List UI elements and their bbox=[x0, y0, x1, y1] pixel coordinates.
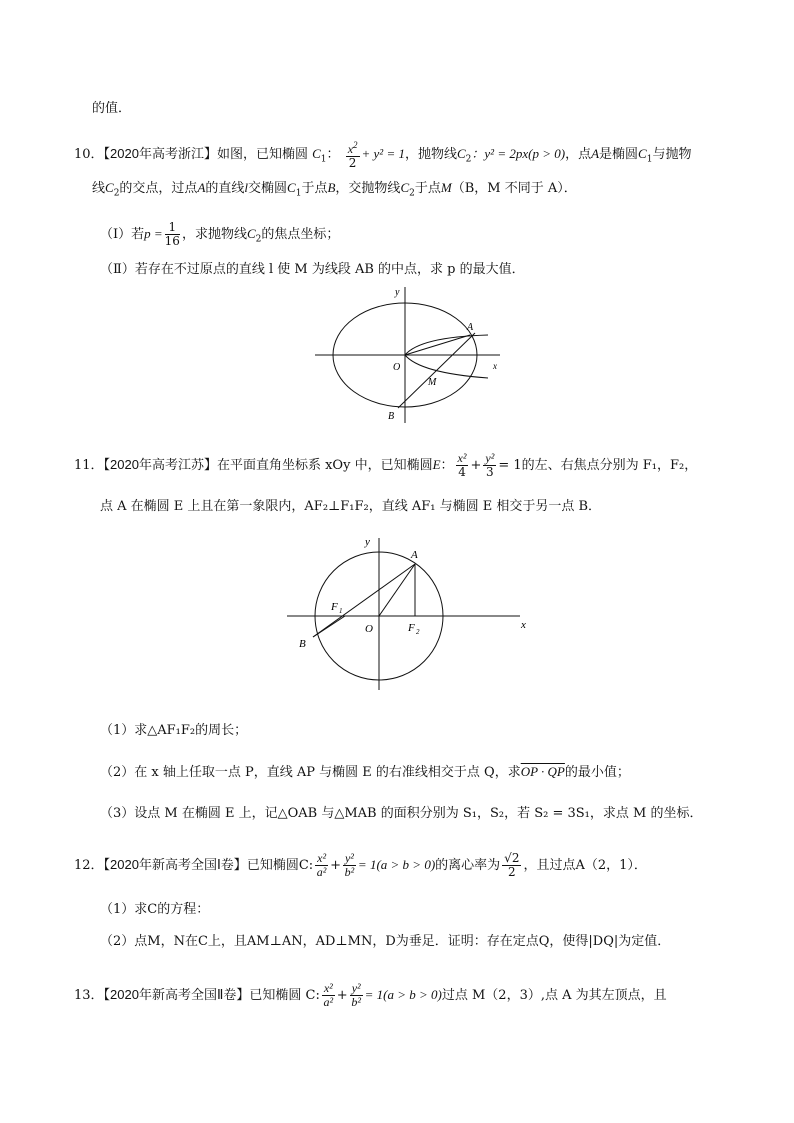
question-12-sub-2: （2）点M，N在C上，且AM⊥AN，AD⊥MN，D为垂足．证明：存在定点Q，使得|DQ|为定值． bbox=[100, 934, 671, 949]
question-number: 10． bbox=[74, 147, 104, 162]
question-10-part-1 bbox=[100, 221, 339, 250]
question-text: （2）在 x 轴上任取一点 P，直线 AP 与椭圆 E 的右准线相交于点 Q，求 bbox=[100, 765, 521, 780]
fraction-numerator: y² bbox=[485, 451, 495, 465]
fraction-denominator: 3 bbox=[486, 465, 494, 479]
question-11-sub-1: （1）求△AF₁F₂的周长； bbox=[100, 723, 248, 738]
question-11-line-1 bbox=[74, 452, 697, 479]
fraction bbox=[502, 852, 521, 879]
segment-BF1 bbox=[313, 616, 345, 637]
math-symbol: M bbox=[440, 180, 452, 195]
question-text: ，点 bbox=[565, 147, 592, 162]
math-symbol: C bbox=[312, 146, 321, 161]
segment-OA bbox=[379, 564, 415, 616]
fraction-numerator: y² bbox=[344, 851, 354, 865]
math-symbol: B bbox=[327, 180, 336, 195]
fraction-numerator: √2 bbox=[504, 851, 520, 865]
math-symbol: ： bbox=[326, 147, 340, 162]
label-x: x bbox=[521, 619, 526, 631]
math-expression: ：y² = 2px(p > 0) bbox=[471, 146, 566, 161]
question-text: 线 bbox=[92, 181, 106, 196]
math-symbol: E bbox=[432, 457, 441, 472]
math-expression: p = bbox=[144, 226, 163, 241]
math-symbol: C bbox=[457, 146, 466, 161]
question-13-line-1 bbox=[74, 982, 667, 1009]
source-tag: 【2020年新高考全国Ⅱ卷】 bbox=[103, 987, 250, 1002]
fraction bbox=[350, 982, 363, 1009]
vector-expression: OP · QP bbox=[520, 764, 565, 779]
label-y: y bbox=[365, 536, 370, 548]
question-10-part-2: （Ⅱ）若存在不过原点的直线 l 使 M 为线段 AB 的中点，求 p 的最大值． bbox=[100, 262, 525, 277]
fraction-denominator: b² bbox=[344, 865, 355, 879]
figure-11-ellipse-foci bbox=[285, 532, 540, 692]
math-expression: = 1 bbox=[498, 458, 522, 473]
math-symbol: A bbox=[197, 180, 206, 195]
question-text: 的焦点坐标； bbox=[261, 227, 340, 242]
question-text: （B，M 不同于 A）． bbox=[451, 181, 577, 196]
label-F1: F bbox=[331, 601, 338, 613]
label-F1-sub: 1 bbox=[339, 607, 343, 615]
math-subscript: 2 bbox=[409, 188, 415, 199]
question-12-sub-1: （1）求C的方程： bbox=[100, 902, 210, 917]
question-11-line-2: 点 A 在椭圆 E 上且在第一象限内，AF₂⊥F₁F₂，直线 AF₁ 与椭圆 E 相交于另一点 B． bbox=[100, 499, 602, 514]
math-symbol: l bbox=[244, 180, 249, 195]
math-expression: + y² = 1 bbox=[361, 146, 405, 161]
question-12-line-1 bbox=[74, 852, 647, 879]
math-symbol: + bbox=[336, 988, 348, 1003]
fraction-denominator: 2 bbox=[507, 865, 516, 879]
question-text: 已知椭圆 C: bbox=[249, 988, 320, 1003]
fraction-numerator: x² bbox=[317, 851, 327, 865]
fraction bbox=[343, 852, 356, 879]
math-symbol: + bbox=[470, 458, 482, 473]
part-label: （Ⅰ）若 bbox=[100, 227, 145, 242]
math-expression: = 1(a > b > 0) bbox=[357, 857, 436, 872]
fraction bbox=[346, 139, 360, 170]
question-text: 是椭圆 bbox=[599, 147, 639, 162]
question-text: ，交抛物线 bbox=[335, 181, 401, 196]
question-text: 的交点，过点 bbox=[119, 181, 198, 196]
question-text: 的左、右焦点分别为 F₁，F₂， bbox=[521, 458, 698, 473]
question-number: 11． bbox=[74, 458, 104, 473]
label-y: y bbox=[395, 287, 400, 298]
fraction-denominator: 4 bbox=[458, 465, 466, 479]
question-text: 与抛物 bbox=[652, 147, 692, 162]
question-text: 已知椭圆C: bbox=[246, 858, 314, 873]
fraction-denominator: 2 bbox=[348, 156, 357, 170]
fraction bbox=[322, 982, 335, 1009]
question-text: ，且过点A（2，1）． bbox=[523, 858, 647, 873]
segment-OA bbox=[405, 335, 470, 355]
question-10-line-1 bbox=[74, 139, 691, 170]
math-symbol: C bbox=[246, 226, 256, 241]
source-tag: 【2020年新高考全国Ⅰ卷】 bbox=[103, 857, 247, 872]
fraction-numerator: x² bbox=[457, 451, 467, 465]
math-subscript: 1 bbox=[295, 188, 302, 199]
label-M: M bbox=[428, 377, 437, 388]
label-B: B bbox=[388, 411, 395, 422]
math-subscript: 2 bbox=[465, 154, 472, 165]
source-tag: 【2020年高考浙江】 bbox=[103, 146, 217, 161]
question-10-line-2 bbox=[92, 178, 577, 204]
question-number: 12． bbox=[74, 858, 104, 873]
label-B: B bbox=[299, 638, 306, 650]
label-F2-sub: 2 bbox=[416, 628, 420, 636]
math-symbol: + bbox=[330, 858, 341, 873]
source-tag: 【2020年高考江苏】 bbox=[103, 457, 217, 472]
fraction bbox=[483, 452, 496, 479]
figure-10-ellipse-parabola bbox=[310, 283, 510, 428]
math-symbol: C bbox=[105, 180, 114, 195]
label-F2: F bbox=[408, 622, 415, 634]
math-subscript: 1 bbox=[646, 154, 653, 165]
question-number: 13． bbox=[74, 988, 104, 1003]
math-symbol: ： bbox=[440, 458, 454, 473]
question-text: 的离心率为 bbox=[435, 858, 501, 873]
continuation-text: 的值． bbox=[92, 101, 132, 116]
question-text: 如图，已知椭圆 bbox=[216, 147, 308, 162]
question-11-sub-2 bbox=[100, 762, 630, 783]
fraction-denominator: a² bbox=[316, 865, 327, 879]
fraction-numerator: x² bbox=[323, 981, 333, 995]
label-x: x bbox=[493, 361, 497, 371]
fraction-numerator: y² bbox=[351, 981, 361, 995]
math-subscript: 1 bbox=[320, 154, 327, 165]
fraction-denominator: a² bbox=[323, 995, 334, 1009]
question-11-sub-3: （3）设点 M 在椭圆 E 上，记△OAB 与△MAB 的面积分别为 S₁，S₂，若 S₂ = 3S₁，求点 M 的坐标． bbox=[100, 806, 703, 821]
fraction bbox=[315, 852, 328, 879]
math-symbol: C bbox=[638, 146, 647, 161]
question-text: 于点 bbox=[414, 181, 441, 196]
math-symbol: A bbox=[591, 146, 600, 161]
fraction-denominator: 16 bbox=[164, 234, 180, 248]
label-O: O bbox=[365, 623, 373, 635]
question-text: 交椭圆 bbox=[248, 181, 288, 196]
fraction-numerator: 1 bbox=[165, 221, 180, 235]
label-A: A bbox=[467, 322, 474, 333]
math-subscript: 2 bbox=[113, 188, 120, 199]
math-expression: = 1(a > b > 0) bbox=[364, 987, 442, 1002]
math-symbol: C bbox=[287, 180, 296, 195]
math-symbol: C bbox=[400, 180, 410, 195]
question-text: 于点 bbox=[301, 181, 328, 196]
fraction bbox=[165, 221, 180, 248]
question-text: 在平面直角坐标系 xOy 中，已知椭圆 bbox=[216, 458, 433, 473]
question-text: 的最小值； bbox=[564, 765, 630, 780]
question-text: ，抛物线 bbox=[404, 147, 457, 162]
parabola-c2 bbox=[405, 335, 488, 378]
question-text: 过点 M（2，3）,点 A 为其左顶点，且 bbox=[441, 988, 667, 1003]
fraction-numerator: $x^2$ bbox=[347, 140, 358, 156]
fraction bbox=[456, 452, 469, 479]
math-subscript: 2 bbox=[255, 234, 262, 245]
question-text: ，求抛物线 bbox=[181, 227, 247, 242]
label-A: A bbox=[411, 549, 418, 561]
line-AB bbox=[313, 564, 415, 637]
label-O: O bbox=[393, 362, 401, 373]
fraction-denominator: b² bbox=[351, 995, 361, 1009]
question-text: 的直线 bbox=[205, 181, 245, 196]
line-l bbox=[398, 333, 475, 408]
